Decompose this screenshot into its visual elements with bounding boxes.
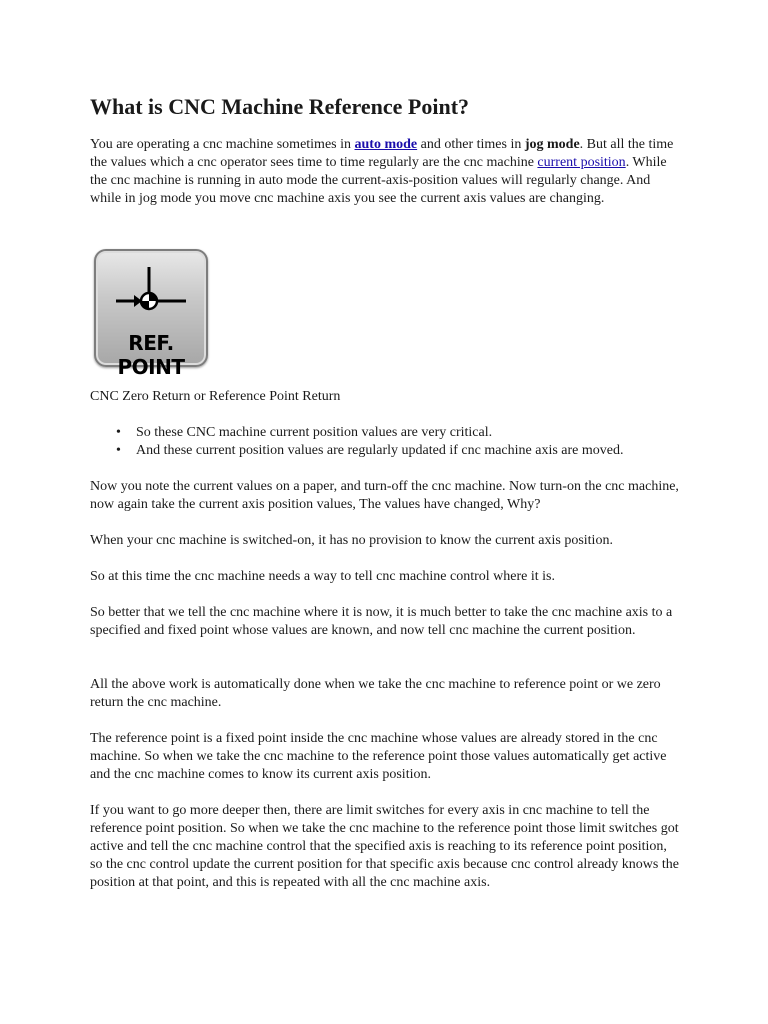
list-item: • And these current position values are regularly updated if cnc machine axis are moved. [136,442,728,460]
bullet-list [90,424,728,460]
paragraph-4: So better that we tell the cnc machine where it is now, it is much better to take the cnc machine axis to a specified and fixed point whose values are known, and now tell cnc machine the current position. [90,605,673,638]
image-caption: CNC Zero Return or Reference Point Return [90,389,341,404]
paragraph-3: So at this time the cnc machine needs a way to tell cnc machine control where it is. [90,569,555,584]
paragraph-5: All the above work is automatically done when we take the cnc machine to reference point or we zero return the cnc machine. [90,677,661,710]
ref-point-label: REF. POINT [117,331,185,379]
intro-text-1: You are operating a cnc machine sometimes in [90,137,355,152]
paragraph-1: Now you note the current values on a paper, and turn-off the cnc machine. Now turn-on the cnc machine, now again take the current axis position values, The values have changed, Why? [90,479,679,512]
paragraph-6: The reference point is a fixed point inside the cnc machine whose values are already stored in the cnc machine. So when we take the cnc machine to the reference point those values automatically get active and the cnc machine comes to know its current axis position. [90,731,667,782]
paragraph-7: If you want to go more deeper then, there are limit switches for every axis in cnc machine to tell the reference point position. So when we take the cnc machine to the reference point those limit switches got active and tell the cnc machine control that the specified axis is reaching to its reference point position, so the cnc control update the current position for that specific axis because cnc control already knows the position at that point, and this is repeated with all the cnc machine axis. [90,803,679,890]
intro-text-3: . But all the time the values which a cnc operator sees time to time regularly are the cnc machine [90,137,674,170]
intro-paragraph [90,136,682,208]
intro-text-4: . While the cnc machine is running in auto mode the current-axis-position values will regularly change. And while in jog mode you move cnc machine axis you see the current axis values are changing. [90,155,667,206]
reference-point-symbol-icon [96,251,206,331]
page-title: What is CNC Machine Reference Point? [90,94,470,119]
list-item: • So these CNC machine current position values are very critical. [136,424,728,442]
paragraph-2: When your cnc machine is switched-on, it has no provision to know the current axis position. [90,533,613,548]
jog-mode-text: jog mode [524,137,580,152]
intro-text-2: and other times in [417,137,525,152]
auto-mode-link[interactable]: auto mode [354,137,418,152]
ref-point-image [94,249,208,379]
current-position-link[interactable]: current position [537,155,626,170]
